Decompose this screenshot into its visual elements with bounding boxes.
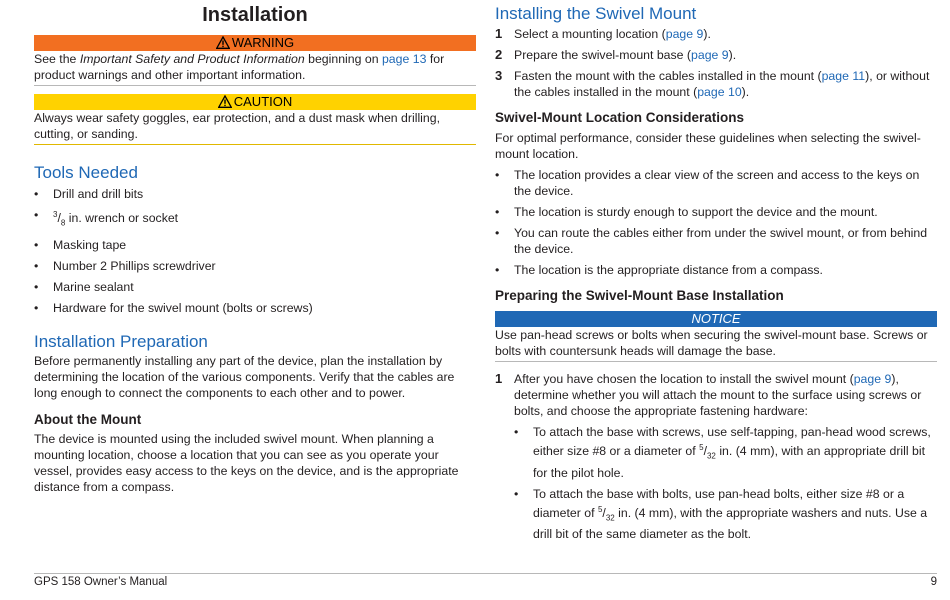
step-page-link[interactable]: page 9 (853, 372, 892, 386)
list-item: • The location provides a clear view of the screen and access to the keys on the device. (495, 168, 920, 198)
list-item: • Hardware for the swivel mount (bolts or screws) (34, 300, 313, 315)
step-item: 2 Prepare the swivel-mount base (page 9). (495, 47, 737, 62)
warning-text-suffix: for product warnings and other important information. (34, 52, 445, 82)
page-number: 9 (930, 576, 937, 588)
list-item: • To attach the base with screws, use self-tapping, pan-head wood screws, either size #8 or a diameter of $^5/_{32}$ in. (4 mm), with an appropriate drill bit for the pilot hole. (514, 425, 931, 480)
location-heading: Swivel-Mount Location Considerations (495, 110, 745, 125)
step-page-link[interactable]: page 9 (665, 27, 704, 41)
list-item: • The location is sturdy enough to support the device and the mount. (495, 205, 878, 219)
location-list (495, 167, 937, 278)
fraction-denominator: 8 (60, 218, 66, 228)
notice-label: NOTICE (691, 311, 741, 326)
caution-triangle-icon (218, 95, 232, 108)
caution-banner (34, 94, 476, 110)
tools-heading: Tools Needed (34, 163, 138, 182)
list-item: • Masking tape (34, 237, 127, 252)
list-item: • Number 2 Phillips screwdriver (34, 258, 216, 273)
step-item: 1 After you have chosen the location to install the swivel mount (page 9), determine whether you will attach the mount to the surface using screws or bolts, and choose the appropriate fastening hardware: • To attach the base with screws, use self-tapping, pan-head wood screws, either size #8 or a diameter of $^5/_{32}$ in. (4 mm), with an appropriate drill bit for the pilot hole. • To attach the base with bolts, use pan-head bolts, either size #8 or a diameter of $^5/_{32}$ in. (4 mm), with the appropriate washers and nuts. Use a drill bit of the same diameter as the bolt. (495, 371, 937, 542)
prep-heading: Installation Preparation (34, 331, 208, 351)
notice-banner (495, 311, 937, 327)
right-column (495, 0, 937, 542)
fastening-options (514, 424, 937, 542)
base-steps (495, 371, 937, 542)
step-page-link[interactable]: page 11 (821, 69, 866, 83)
step-page-link-2[interactable]: page 10 (697, 85, 742, 99)
warning-banner (34, 35, 476, 51)
list-item: • To attach the base with bolts, use pan-head bolts, either size #8 or a diameter of $^5/_{32}$ in. (4 mm), with the appropriate washers and nuts. Use a drill bit of the same diameter as the bolt. (514, 486, 928, 542)
warning-text-prefix: See the (34, 52, 80, 66)
warning-text-mid: beginning on (304, 52, 382, 66)
list-item: • You can route the cables either from under the swivel mount, or from behind the device. (495, 226, 928, 256)
step-item: 1 Select a mounting location (page 9). (495, 26, 711, 41)
swivel-heading: Installing the Swivel Mount (495, 4, 697, 23)
location-intro: For optimal performance, consider these guidelines when selecting the swivel-mount location. (495, 131, 921, 161)
caution-text: Always wear safety goggles, ear protection, and a dust mask when drilling, cutting, or sanding. (34, 110, 476, 145)
notice-text: Use pan-head screws or bolts when securing the swivel-mount base. Screws or bolts with countersunk heads will damage the base. (495, 327, 937, 362)
page-title: Installation (202, 4, 308, 26)
list-item: • Drill and drill bits (34, 187, 144, 201)
page-footer (34, 573, 937, 588)
prep-text: Before permanently installing any part of the device, plan the installation by determining the location of the various components. Verify that the cables are long enough to connect the components to each other and to power. (34, 353, 455, 400)
warning-doc-title: Important Safety and Product Information (79, 52, 305, 66)
manual-title: GPS 158 Owner’s Manual (34, 576, 168, 588)
swivel-steps (495, 26, 937, 100)
step-item: 3 Fasten the mount with the cables installed in the mount (page 11), or without the cables installed in the mount (page 10). (495, 68, 930, 99)
tools-list (34, 186, 476, 316)
list-item: • The location is the appropriate distance from a compass. (495, 263, 823, 277)
list-item: • $^3/_8$ in. wrench or socket (34, 208, 179, 228)
warning-page-link[interactable]: page 13 (381, 52, 427, 66)
left-column (34, 0, 476, 495)
caution-label: CAUTION (233, 94, 293, 109)
warning-text (34, 51, 476, 86)
mount-text: The device is mounted using the included swivel mount. When planning a mounting location, choose a location that you can see as you operate your vessel, provides easy access to the keys on the device, and is the appropriate distance from a compass. (34, 431, 459, 494)
base-heading: Preparing the Swivel-Mount Base Installation (495, 288, 784, 303)
warning-label: WARNING (231, 35, 295, 50)
fraction-numerator: 3 (53, 210, 58, 219)
list-item: • Marine sealant (34, 279, 134, 294)
step-page-link[interactable]: page 9 (691, 48, 729, 62)
mount-heading: About the Mount (34, 411, 142, 427)
warning-triangle-icon (216, 36, 230, 49)
